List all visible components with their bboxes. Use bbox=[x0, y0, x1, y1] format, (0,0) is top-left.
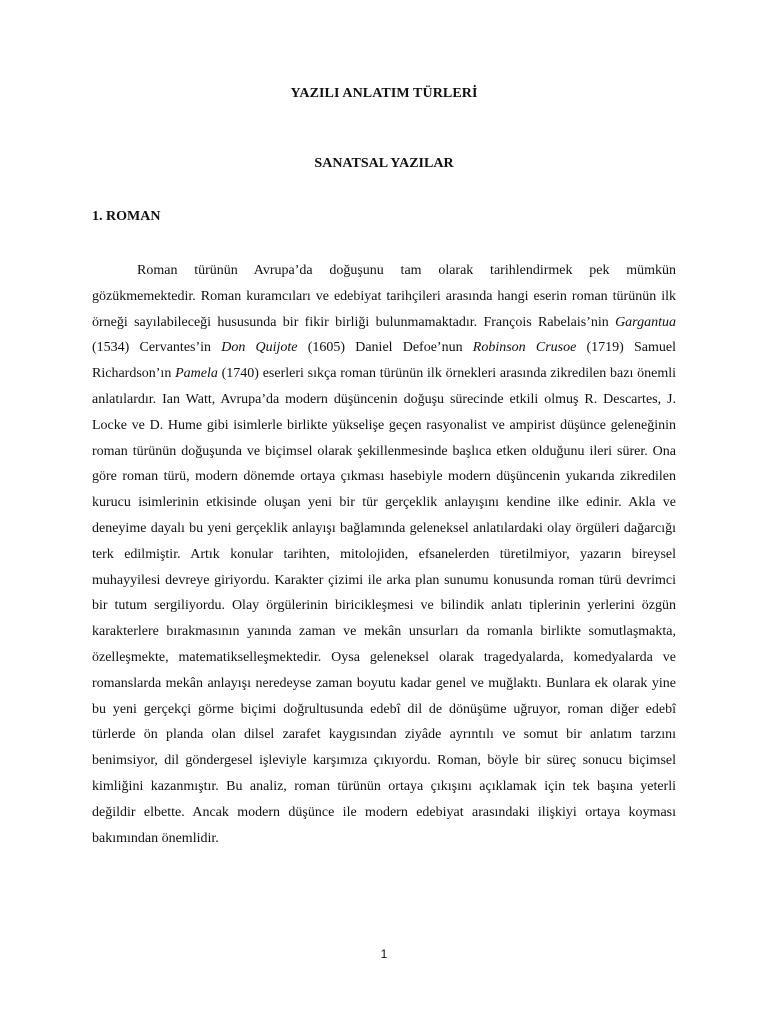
page-number: 1 bbox=[380, 947, 388, 961]
book-title-gargantua: Gargantua bbox=[615, 314, 676, 330]
paragraph-text: Roman türünün Avrupa’da doğuşunu tam olarak tarihlendirmek pek mümkün gözükmemektedir. Roman kuramcıları ve edebiyat tarihçileri arasında hangi eserin roman türünün ilk örneği sayılabileceği hususunda bir fikir birliği bulunmamaktadır. François Rabelais’nin bbox=[92, 263, 676, 330]
book-title-pamela: Pamela bbox=[175, 366, 218, 382]
book-title-don-quijote: Don Quijote bbox=[221, 340, 298, 356]
section-heading: 1. ROMAN bbox=[92, 209, 161, 224]
paragraph-text: (1605) Daniel Defoe’nun bbox=[297, 340, 473, 356]
paragraph-text: (1534) Cervantes’in bbox=[92, 340, 222, 356]
body-paragraph bbox=[92, 258, 676, 851]
paragraph-text: (1719) Samuel Richardson’ın bbox=[92, 340, 676, 382]
book-title-robinson-crusoe: Robinson Crusoe bbox=[472, 340, 577, 356]
document-subtitle: SANATSAL YAZILAR bbox=[314, 156, 454, 171]
document-title: YAZILI ANLATIM TÜRLERİ bbox=[290, 86, 478, 101]
paragraph-text: (1740) eserleri sıkça roman türünün ilk örnekleri arasında zikredilen bazı önemli anlatılardır. Ian Watt, Avrupa’da modern düşüncenin doğuşu sürecinde etkili olmuş R. Descartes, J. Locke ve D. Hume gibi isimlerle birlikte yükselişe geçen rasyonalist ve ampirist düşünce geleneğinin roman türünün doğuşunda ve biçimsel olarak şekillenmesinde başlıca etken olduğunu ileri sürer. Ona göre roman türü, modern dönemde ortaya çıkması hasebiyle modern düşüncenin yukarıda zikredilen kurucu isimlerinin etkisinde oluşan yeni bir tür gerçeklik anlayışını kendine ilke edinir. Akla ve deneyime dayalı bu yeni gerçeklik anlayışı bağlamında geleneksel anlatılardaki olay örgüleri dağarcığı terk edilmiştir. Artık konular tarihten, mitolojiden, efsanelerden türetilmiyor, yazarın bireysel muhayyilesi devreye giriyordu. Karakter çizimi ile arka plan sunumu konusunda roman türü devrimci bir tutum sergiliyordu. Olay örgülerinin biricikleşmesi ve bilindik anlatı tiplerinin yerlerini özgün karakterlere bırakmasının yanında zaman ve mekân unsurları da romanla birlikte somutlaşmakta, özelleşmekte, matematikselleşmektedir. Oysa geleneksel olarak tragedyalarda, komedyalarda ve romanslarda mekân anlayışı neredeyse zaman boyutu kadar genel ve muğlaktı. Bunlara ek olarak yine bu yeni gerçekçi görme biçimi doğrultusunda edebî dil de dönüşüme uğruyor, roman diğer edebî türlerde ön planda olan dilsel zarafet kaygısından ziyâde ayrıntılı ve somut bir anlatım tarzını benimsiyor, dil göndergesel işleviyle karşımıza çıkıyordu. Roman, böyle bir süreç sonucu biçimsel kimliğini kazanmıştır. Bu analiz, roman türünün ortaya çıkışını açıklamak için tek başına yeterli değildir elbette. Ancak modern düşünce ile modern edebiyat arasındaki ilişkiyi ortaya koyması bakımından önemlidir. bbox=[92, 366, 676, 846]
